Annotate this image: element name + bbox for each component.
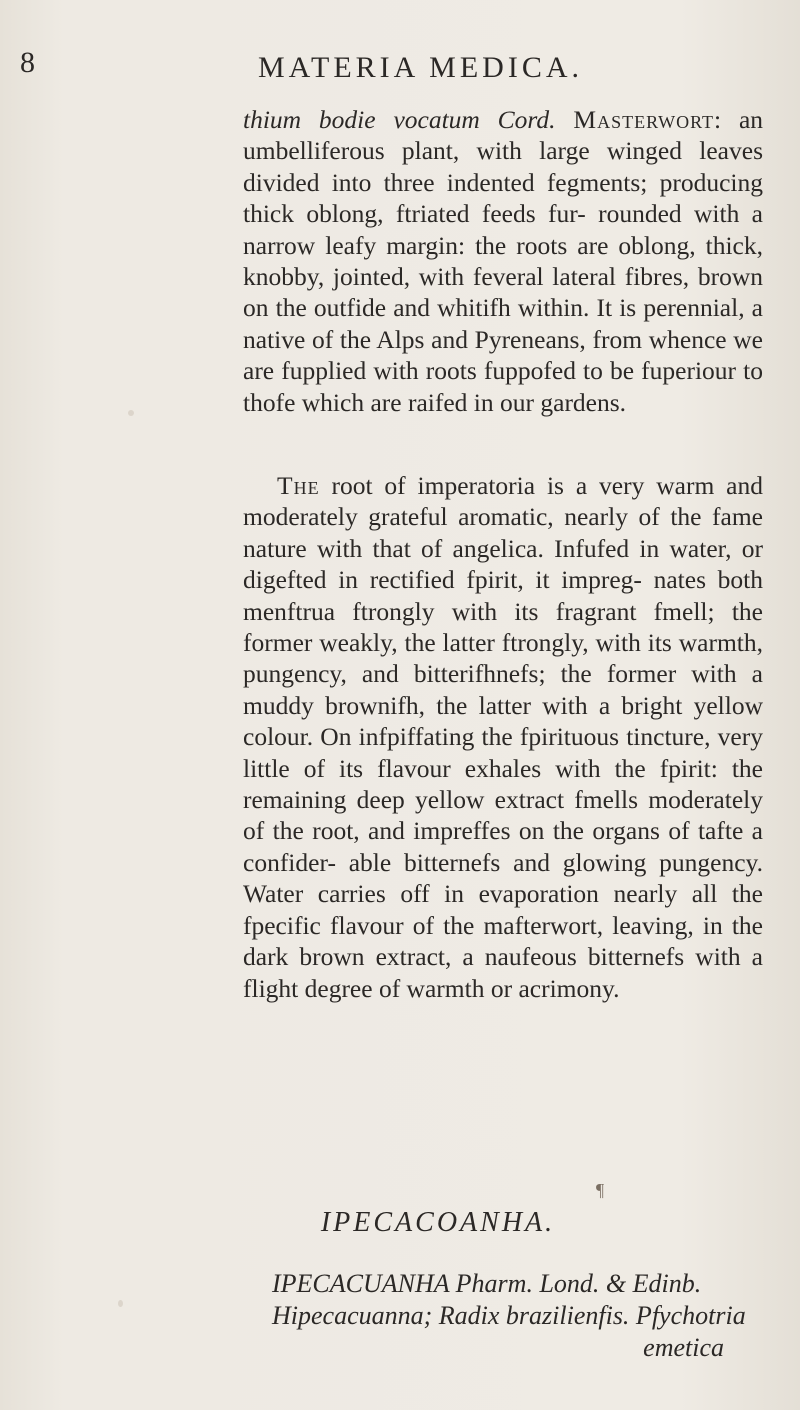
page-number: 8 (20, 46, 35, 79)
paper-stain (118, 1300, 123, 1307)
paragraph-imperatoria (243, 470, 763, 1004)
synonym-line: Hipecacuanna; Radix brazilienfis. Pfychotria (272, 1301, 746, 1330)
latin-intro: thium bodie vocatum Cord. (243, 105, 556, 134)
section-synonyms (272, 1268, 762, 1364)
paragraph-first-word: The (277, 471, 320, 500)
paragraph-body: root of imperatoria is a very warm and moderately grateful aromatic, nearly of the fame nature with that of angelica. Infufed in water, or digefted in rectified fpirit, it impreg- nates both menftrua ftrongly with its fragrant fmell; the former weakly, the latter ftrongly, with its warmth, pungency, and bitterifhnefs; the former with a muddy brownifh, the latter with a bright yellow colour. On infpiffating the fpirituous tincture, very little of its flavour exhales with the fpirit: the remaining deep yellow extract fmells moderately of the root, and impreffes on the organs of tafte a confider- able bitternefs and glowing pungency. Water carries off in evaporation nearly all the fpecific flavour of the mafterwort, leaving, in the dark brown extract, a naufeous bitternefs with a flight degree of warmth or acrimony. (243, 471, 763, 1003)
entry-name: Masterwort (573, 105, 715, 134)
paragraph-body: : an umbelliferous plant, with large winged leaves divided into three indented fegments; producing thick oblong, ftriated feeds fur- rounded with a narrow leafy margin: the roots are oblong, thick, knobby, jointed, with feveral lateral fibres, brown on the outfide and whitifh within. It is perennial, a native of the Alps and Pyreneans, from whence we are fupplied with roots fuppofed to be fuperiour to thofe which are raifed in our gardens. (243, 105, 764, 417)
running-head: MATERIA MEDICA. (258, 51, 584, 84)
paragraph-masterwort (243, 104, 763, 418)
printer-mark: ¶ (596, 1180, 605, 1200)
section-heading: IPECACOANHA. (320, 1207, 556, 1238)
synonym-line: IPECACUANHA Pharm. Lond. & Edinb. (272, 1269, 702, 1298)
synonym-line: emetica (643, 1333, 724, 1362)
paper-stain (128, 410, 134, 416)
